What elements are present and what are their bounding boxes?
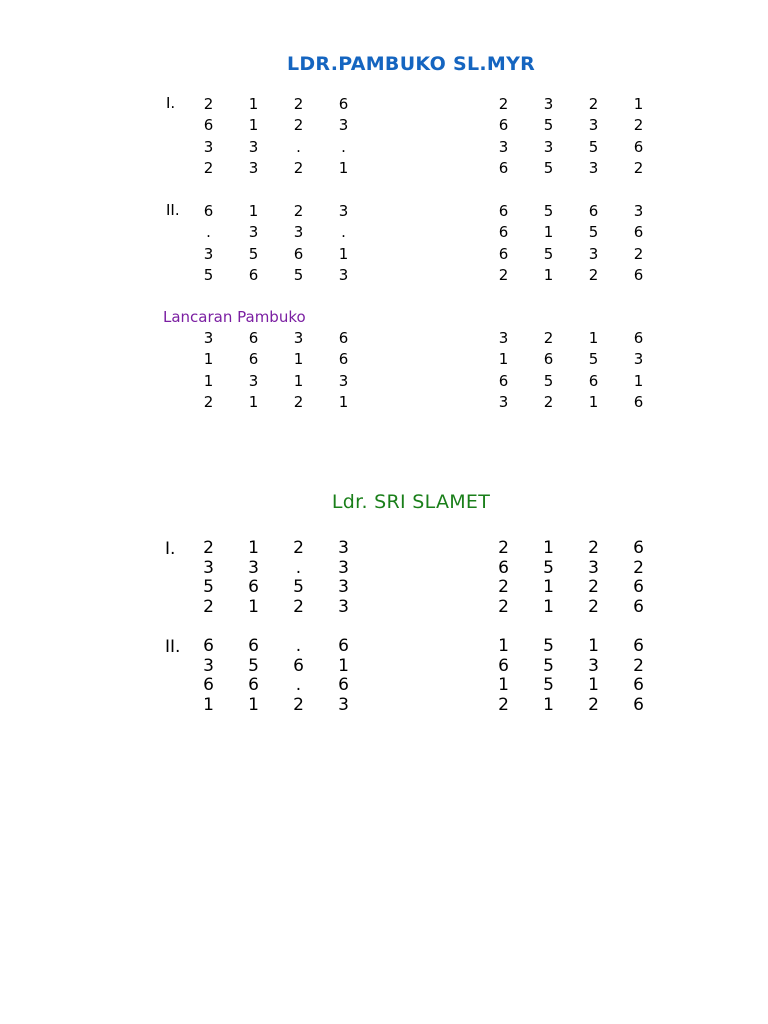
notation-row	[481, 578, 661, 598]
notation-cell: 1	[248, 695, 259, 716]
notation-row	[481, 598, 661, 618]
notation-cell: 1	[338, 392, 349, 411]
notation-cell: 3	[338, 577, 349, 598]
notation-cell: 6	[633, 223, 644, 242]
notation-cell: 5	[543, 675, 554, 696]
notation-cell: 1	[248, 597, 259, 618]
notation-cell: 1	[203, 350, 214, 369]
notation-cell: 6	[248, 265, 259, 284]
notation-cell: 3	[338, 557, 349, 578]
notation-cell: 5	[293, 577, 304, 598]
notation-cell: 6	[248, 577, 259, 598]
notation-cell: .	[295, 557, 302, 578]
notation-cell: 6	[633, 695, 644, 716]
notation-cell: .	[206, 223, 211, 242]
notation-row	[186, 657, 366, 677]
notation-cell: 3	[203, 137, 214, 156]
notation-cell: 3	[588, 244, 599, 263]
notation-row	[481, 94, 661, 115]
notation-cell: 6	[248, 636, 259, 656]
notation-cell: 6	[203, 675, 214, 696]
notation-row	[186, 94, 366, 115]
notation-cell: 2	[633, 244, 644, 263]
notation-cell: 3	[543, 95, 554, 113]
notation-row	[186, 201, 366, 222]
notation-cell: 3	[498, 392, 509, 411]
notation-cell: 1	[203, 695, 214, 716]
notation-cell: 5	[543, 655, 554, 676]
notation-cell: 1	[498, 350, 509, 369]
notation-cell: 3	[588, 158, 599, 177]
notation-cell: 3	[338, 538, 349, 558]
notation-cell: 1	[248, 202, 259, 220]
notation-cell: .	[341, 137, 346, 156]
notation-cell: 2	[588, 538, 599, 558]
notation-cell: 1	[248, 538, 259, 558]
sri-slamet-title: Ldr. SRI SLAMET	[331, 491, 491, 513]
notation-row	[481, 244, 661, 265]
notation-cell: 6	[498, 655, 509, 676]
notation-cell: 5	[293, 265, 304, 284]
notation-cell: 5	[203, 577, 214, 598]
notation-cell: 6	[633, 538, 644, 558]
notation-cell: 6	[633, 577, 644, 598]
notation-cell: 6	[498, 371, 509, 390]
notation-cell: 1	[543, 538, 554, 558]
notation-row	[186, 265, 366, 286]
notation-cell: 3	[498, 137, 509, 156]
notation-cell: 2	[203, 158, 214, 177]
notation-cell: 6	[293, 244, 304, 263]
notation-row	[481, 559, 661, 579]
notation-cell: 1	[498, 675, 509, 696]
notation-cell: 1	[248, 116, 259, 135]
notation-cell: 5	[588, 350, 599, 369]
notation-cell: 3	[338, 371, 349, 390]
notation-cell: 6	[203, 636, 214, 656]
notation-row	[481, 371, 661, 392]
notation-row	[481, 676, 661, 696]
sri-slamet-section1-label: I.	[165, 539, 176, 559]
notation-row	[481, 539, 661, 559]
notation-cell: 5	[248, 655, 259, 676]
notation-cell: 5	[543, 371, 554, 390]
notation-row	[481, 115, 661, 136]
notation-cell: 3	[248, 223, 259, 242]
notation-cell: 6	[248, 329, 259, 347]
notation-cell: 1	[203, 371, 214, 390]
notation-cell: 1	[338, 244, 349, 263]
notation-row	[481, 137, 661, 158]
notation-cell: 1	[588, 675, 599, 696]
notation-cell: 5	[543, 557, 554, 578]
notation-cell: 2	[588, 577, 599, 598]
notation-cell: 5	[248, 244, 259, 263]
notation-cell: 6	[338, 329, 349, 347]
notation-row	[186, 637, 366, 657]
sri-slamet-section2-label: II.	[165, 637, 181, 657]
notation-cell: 2	[293, 158, 304, 177]
notation-cell: 3	[248, 557, 259, 578]
notation-row	[186, 598, 366, 618]
notation-cell: 2	[293, 202, 304, 220]
notation-cell: 3	[338, 597, 349, 618]
notation-row	[186, 539, 366, 559]
notation-cell: 6	[338, 350, 349, 369]
notation-cell: 3	[498, 329, 509, 347]
notation-cell: 1	[543, 223, 554, 242]
notation-row	[186, 349, 366, 370]
notation-cell: 3	[203, 329, 214, 347]
notation-cell: 5	[543, 202, 554, 220]
notation-cell: 2	[633, 116, 644, 135]
notation-cell: 3	[633, 350, 644, 369]
notation-cell: 6	[498, 116, 509, 135]
notation-cell: 3	[633, 202, 644, 220]
notation-cell: 2	[543, 392, 554, 411]
notation-cell: 6	[248, 675, 259, 696]
notation-cell: 6	[633, 392, 644, 411]
notation-cell: 2	[498, 577, 509, 598]
notation-cell: 2	[293, 538, 304, 558]
notation-cell: 6	[633, 329, 644, 347]
notation-cell: 2	[588, 597, 599, 618]
notation-cell: 3	[203, 655, 214, 676]
notation-cell: 6	[498, 158, 509, 177]
notation-cell: 2	[498, 95, 509, 113]
notation-cell: 6	[498, 557, 509, 578]
notation-cell: 2	[293, 695, 304, 716]
notation-cell: 2	[498, 597, 509, 618]
notation-row	[481, 349, 661, 370]
notation-cell: 1	[588, 329, 599, 347]
pambuko-section1-label: I.	[166, 94, 176, 112]
notation-cell: 2	[293, 95, 304, 113]
notation-cell: 6	[633, 675, 644, 696]
notation-cell: 3	[338, 265, 349, 284]
notation-cell: 2	[498, 695, 509, 716]
notation-cell: .	[295, 675, 302, 696]
notation-cell: 2	[498, 265, 509, 284]
notation-row	[186, 115, 366, 136]
notation-cell: 1	[543, 577, 554, 598]
notation-row	[481, 265, 661, 286]
notation-cell: 2	[293, 392, 304, 411]
notation-cell: 3	[248, 371, 259, 390]
notation-row	[186, 696, 366, 716]
notation-cell: 1	[543, 695, 554, 716]
notation-cell: 2	[203, 538, 214, 558]
notation-cell: 2	[203, 95, 214, 113]
notation-cell: .	[296, 137, 301, 156]
notation-cell: 6	[338, 95, 349, 113]
notation-cell: 1	[588, 636, 599, 656]
notation-cell: 1	[543, 597, 554, 618]
notation-cell: 3	[588, 655, 599, 676]
notation-cell: 6	[293, 655, 304, 676]
notation-cell: 1	[588, 392, 599, 411]
notation-cell: 1	[498, 636, 509, 656]
notation-cell: 6	[633, 636, 644, 656]
notation-row	[186, 371, 366, 392]
notation-cell: 1	[248, 392, 259, 411]
notation-cell: 2	[588, 695, 599, 716]
notation-cell: 3	[203, 244, 214, 263]
notation-cell: 2	[293, 116, 304, 135]
notation-cell: 3	[588, 557, 599, 578]
notation-cell: 6	[588, 371, 599, 390]
notation-cell: 2	[588, 95, 599, 113]
notation-row	[186, 158, 366, 179]
notation-row	[481, 657, 661, 677]
notation-cell: 6	[633, 137, 644, 156]
notation-cell: 3	[203, 557, 214, 578]
notation-cell: 6	[543, 350, 554, 369]
sri-slamet-section1-right	[481, 539, 661, 618]
pambuko-title: LDR.PAMBUKO SL.MYR	[286, 53, 536, 75]
notation-row	[186, 244, 366, 265]
notation-cell: 3	[248, 137, 259, 156]
notation-row	[481, 222, 661, 243]
lancaran-right	[481, 328, 661, 413]
notation-cell: 6	[338, 636, 349, 656]
pambuko-section2-label: II.	[166, 201, 180, 219]
notation-cell: 3	[248, 158, 259, 177]
notation-cell: 6	[498, 223, 509, 242]
pambuko-section1-right	[481, 94, 661, 179]
notation-cell: .	[295, 636, 302, 656]
notation-cell: 6	[203, 116, 214, 135]
pambuko-section2-right	[481, 201, 661, 286]
notation-row	[186, 392, 366, 413]
sri-slamet-section1-left	[186, 539, 366, 618]
notation-cell: 2	[588, 265, 599, 284]
notation-cell: 3	[543, 137, 554, 156]
notation-cell: 1	[633, 371, 644, 390]
notation-cell: 1	[248, 95, 259, 113]
notation-cell: 6	[588, 202, 599, 220]
notation-cell: 2	[543, 329, 554, 347]
notation-row	[481, 201, 661, 222]
notation-cell: 2	[633, 655, 644, 676]
notation-cell: 5	[543, 244, 554, 263]
notation-cell: 1	[543, 265, 554, 284]
notation-cell: 1	[293, 371, 304, 390]
notation-cell: 1	[338, 158, 349, 177]
notation-cell: 3	[338, 116, 349, 135]
notation-cell: 3	[588, 116, 599, 135]
notation-cell: 2	[203, 597, 214, 618]
notation-cell: 5	[588, 137, 599, 156]
notation-cell: 5	[588, 223, 599, 242]
lancaran-left	[186, 328, 366, 413]
lancaran-pambuko-label: Lancaran Pambuko	[163, 308, 306, 326]
sri-slamet-section2-left	[186, 637, 366, 716]
notation-cell: 6	[248, 350, 259, 369]
notation-row	[481, 392, 661, 413]
notation-cell: 6	[498, 202, 509, 220]
pambuko-section2-left	[186, 201, 366, 286]
notation-cell: 2	[293, 597, 304, 618]
notation-cell: 6	[203, 202, 214, 220]
notation-row	[186, 328, 366, 349]
notation-row	[186, 222, 366, 243]
notation-cell: 6	[633, 265, 644, 284]
notation-row	[186, 137, 366, 158]
pambuko-section1-left	[186, 94, 366, 179]
notation-cell: 3	[293, 329, 304, 347]
notation-cell: 6	[633, 597, 644, 618]
notation-cell: 5	[203, 265, 214, 284]
notation-cell: .	[341, 223, 346, 242]
notation-cell: 2	[498, 538, 509, 558]
notation-cell: 1	[338, 655, 349, 676]
notation-row	[481, 328, 661, 349]
notation-cell: 6	[498, 244, 509, 263]
notation-row	[186, 578, 366, 598]
notation-cell: 1	[293, 350, 304, 369]
notation-cell: 5	[543, 636, 554, 656]
notation-cell: 5	[543, 158, 554, 177]
notation-row	[481, 637, 661, 657]
notation-row	[186, 559, 366, 579]
sri-slamet-section2-right	[481, 637, 661, 716]
notation-cell: 2	[633, 158, 644, 177]
notation-row	[481, 158, 661, 179]
notation-row	[481, 696, 661, 716]
notation-cell: 6	[338, 675, 349, 696]
notation-cell: 2	[203, 392, 214, 411]
notation-cell: 2	[633, 557, 644, 578]
notation-cell: 3	[338, 695, 349, 716]
notation-cell: 1	[633, 95, 644, 113]
notation-row	[186, 676, 366, 696]
notation-cell: 3	[293, 223, 304, 242]
notation-cell: 3	[338, 202, 349, 220]
notation-cell: 5	[543, 116, 554, 135]
